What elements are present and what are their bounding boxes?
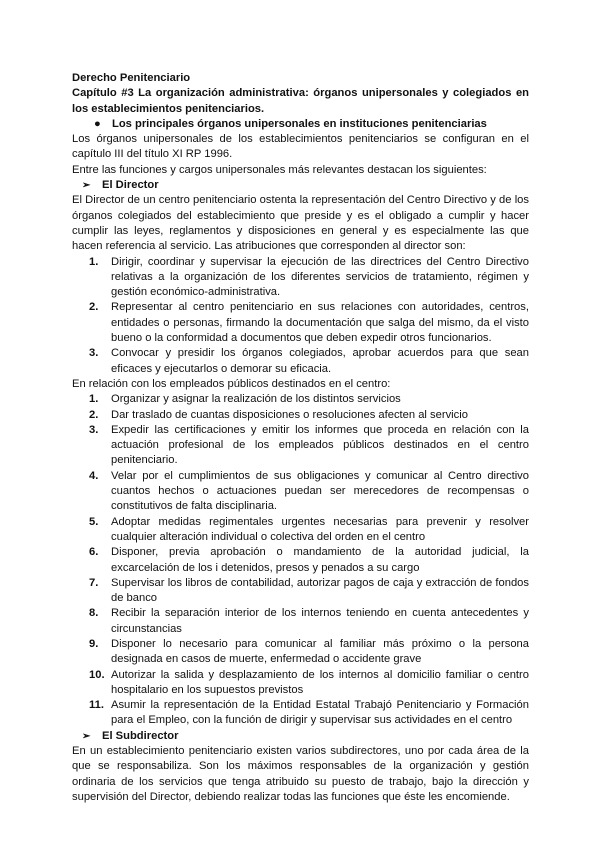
list-number: 1. [89,255,99,268]
list-text: Dar traslado de cuantas disposiciones o resoluciones afecten al servicio [111,408,468,421]
list-text: Autorizar la salida y desplazamiento de los internos al domicilio familiar o centro hospitalario en los supuestos previstos [111,668,529,696]
director-intro: El Director de un centro penitenciario ostenta la representación del Centro Directivo y de los órganos colegiados del establecimiento que preside y es el obligado a cumplir y hacer cumplir las leyes, reglamentos y disposiciones en general y es especialmente las que hacen referencia al servicio. Las atribuciones que corresponden al director son: [72,194,529,253]
list-text: Recibir la separación interior de los internos teniendo en cuenta antecedentes y circunstancias [111,607,529,635]
list-number: 6. [89,546,99,559]
list-number: 7. [89,576,99,589]
list-text: Adoptar medidas regimentales urgentes necesarias para prevenir y resolver cualquier alteración individual o colectiva del orden en el centro [111,515,529,543]
list-item [89,392,529,407]
list-item [89,576,529,607]
list-item [89,346,529,377]
list-item [89,300,529,346]
document-page [72,71,529,805]
list-number: 11. [89,699,104,712]
list-number: 2. [89,301,99,314]
list-text: Asumir la representación de la Entidad Estatal Trabajó Penitenciario y Formación para el Empleo, con la función de dirigir y supervisar sus actividades en el centro [111,699,529,727]
employee-duties-list [72,392,529,729]
list-item [89,515,529,546]
list-number: 2. [89,408,99,421]
list-text: Convocar y presidir los órganos colegiados, aprobar acuerdos para que sean eficaces y ejecutarlos o demorar su eficacia. [111,347,529,375]
list-item [89,408,529,423]
list-number: 3. [89,423,99,436]
list-text: Representar al centro penitenciario en sus relaciones con autoridades, centros, entidades o personas, firmando la documentación que salga del mismo, da el visto bueno o la conformidad a documentos que deben expedir otros funcionarios. [111,301,529,345]
employees-intro: En relación con los empleados públicos destinados en el centro: [72,377,391,390]
list-item [89,545,529,576]
list-item [89,698,529,729]
list-number: 5. [89,515,99,528]
list-text: Supervisar los libros de contabilidad, autorizar pagos de caja y extracción de fondos de banco [111,576,529,605]
arrow-bullet-icon: ➢ [82,180,91,192]
chapter-title: Capítulo #3 La organización administrativa: órganos unipersonales y colegiados en los establecimientos penitenciarios. [72,87,529,115]
section-paragraph: Entre las funciones y cargos unipersonales más relevantes destacan los siguientes: [72,163,487,176]
list-item [89,423,529,469]
section-paragraph: Los órganos unipersonales de los establecimientos penitenciarios se configuran en el capítulo III del título XI RP 1996. [72,133,529,161]
list-item [89,606,529,637]
director-heading [82,178,529,193]
list-number: 1. [89,393,99,406]
arrow-bullet-icon: ➢ [82,730,91,742]
list-text: Disponer, previa aprobación o mandamiento de la autoridad judicial, la excarcelación de los i detenidos, presos y penados a su cargo [111,546,529,574]
list-number: 8. [89,607,99,620]
list-text: Disponer lo necesario para comunicar al familiar más próximo o la persona designada en casos de muerte, enfermedad o accidente grave [111,637,529,666]
list-item [89,469,529,515]
list-item [89,668,529,699]
list-number: 10. [89,668,105,681]
list-text: Velar por el cumplimientos de sus obligaciones y comunicar al Centro directivo cuantos hechos o actuaciones puedan ser merecedores de recompensas o constitutivos de falta disciplinaria. [111,469,529,513]
director-heading-text: El Director [102,179,159,192]
subdirector-heading [82,729,529,744]
list-number: 4. [89,469,99,482]
list-text: Organizar y asignar la realización de los distintos servicios [111,393,401,406]
subdirector-heading-text: El Subdirector [102,729,179,742]
list-item [89,255,529,301]
subdirector-paragraph: En un establecimiento penitenciario existen varios subdirectores, uno por cada área de la que se responsabiliza. Son los máximos responsables de la organización y gestión ordinaria de los servicios que tenga atribuido su puesto de trabajo, bajo la dirección y supervisión del Director, debiendo realizar todas las funciones que éste les encomiende. [72,745,529,803]
section-heading-text: Los principales órganos unipersonales en instituciones penitenciarias [112,117,487,130]
list-text: Expedir las certificaciones y emitir los informes que proceda en relación con la actuación profesional de los empleados públicos destinados en el centro penitenciario. [111,423,529,467]
director-duties-list [72,255,529,377]
list-text: Dirigir, coordinar y supervisar la ejecución de las directrices del Centro Directivo relativas a la organización de los diferentes servicios de tratamiento, régimen y gestión económico-administrativa. [111,255,529,299]
list-item [89,637,529,668]
section-heading [94,117,529,132]
list-number: 3. [89,347,99,360]
bullet-icon: ● [94,117,101,130]
list-number: 9. [89,637,99,650]
subject-title: Derecho Penitenciario [72,72,191,84]
